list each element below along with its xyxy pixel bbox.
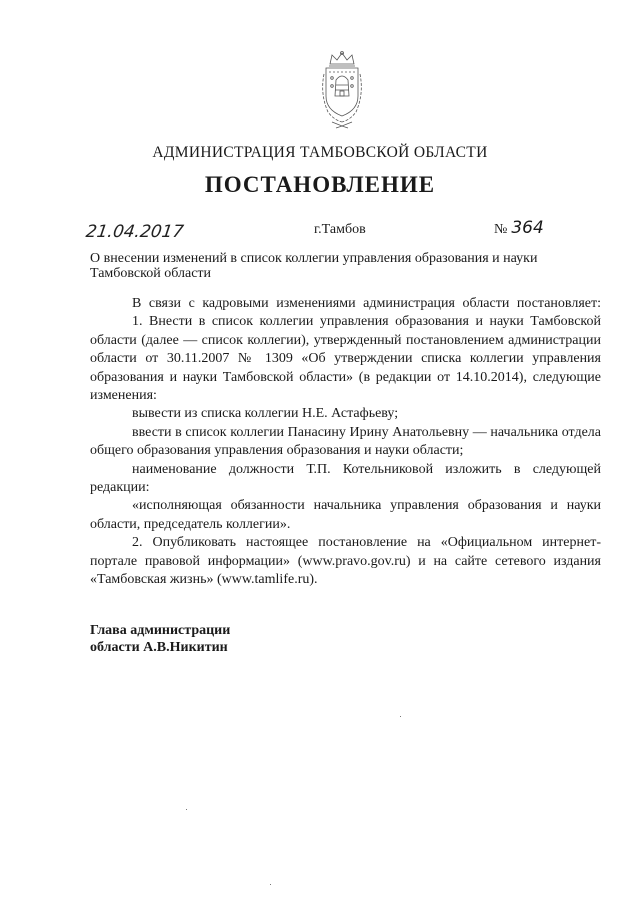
body-paragraph: ввести в список коллегии Панасину Ирину Анатольевну — начальника отдела общего образования управления образования и науки области; [90,424,601,459]
scan-speck [270,884,271,885]
scan-speck [400,716,401,717]
document-number [494,218,544,238]
body-paragraph: наименование должности Т.П. Котельниковой изложить в следующей редакции: [90,461,601,496]
body-paragraph: 2. Опубликовать настоящее постановление на «Официальном интернет-портале правовой информации» (www.pravo.gov.ru) и на сайте сетевого издания «Тамбовская жизнь» (www.tamlife.ru). [90,535,601,588]
document-type-title: ПОСТАНОВЛЕНИЕ [204,172,436,197]
coat-of-arms-icon [318,50,366,132]
signature-block [90,622,230,656]
body-paragraph: 1. Внести в список коллегии управления образования и науки Тамбовской области (далее — список коллегии), утвержденный постановлением администрации области от 30.11.2007 № 1309 «Об утверждении списка коллегии управления образования и науки Тамбовской области» (в редакции от 14.10.2014), следующие изменения: [90,314,601,404]
scan-speck [186,809,187,810]
organization-name: АДМИНИСТРАЦИЯ ТАМБОВСКОЙ ОБЛАСТИ [152,144,488,161]
signature-name: области А.В.Никитин [90,640,228,655]
number-value: 364 [511,218,544,238]
number-label: № [494,222,508,237]
body-paragraph: В связи с кадровыми изменениями администрация области постановляет: [132,296,601,311]
document-city: г.Тамбов [314,222,366,237]
document-body [90,295,601,590]
document-subject: О внесении изменений в список коллегии управления образования и науки Тамбовской области [90,251,538,281]
body-paragraph: вывести из списка коллегии Н.Е. Астафьеву; [132,406,399,422]
body-paragraph: «исполняющая обязанности начальника управления образования и науки области, председатель коллегии». [90,498,601,532]
signature-title: Глава администрации [90,623,231,638]
document-date: 21.04.2017 [84,222,185,242]
